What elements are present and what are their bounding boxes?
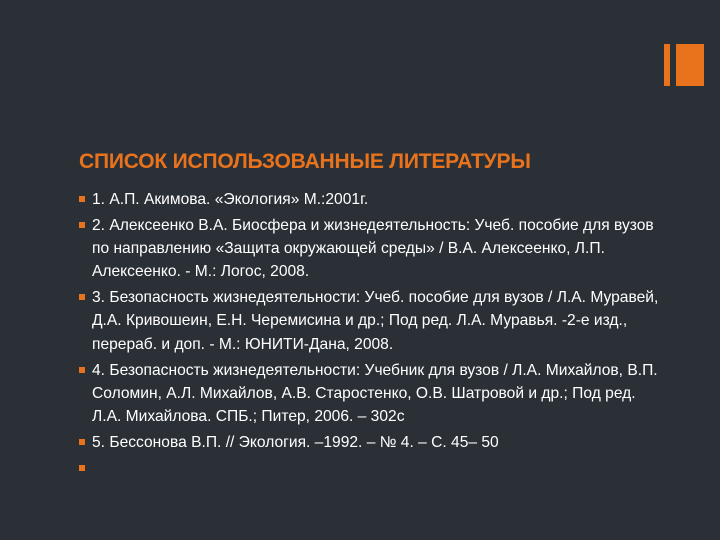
list-item-text: 2. Алексеенко В.А. Биосфера и жизнедеятельность: Учеб. пособие для вузов по направлению «Защита окружающей среды» / В.А. Алексеенко, Л.П. Алексеенко. - М.: Логос, 2008. — [92, 216, 654, 281]
bullet-marker-icon — [79, 294, 85, 300]
bullet-marker-icon — [79, 196, 85, 202]
bullet-marker-icon — [79, 222, 85, 228]
list-item-text: 5. Бессонова В.П. // Экология. –1992. – № 4. – С. 45– 50 — [92, 433, 499, 451]
slide-title: СПИСОК ИСПОЛЬЗОВАННЫЕ ЛИТЕРАТУРЫ — [79, 150, 531, 173]
bullet-marker-icon — [79, 465, 85, 471]
bullet-marker-icon — [79, 439, 85, 445]
accent-bar-thin — [664, 44, 670, 86]
list-item-text: 1. А.П. Акимова. «Экология» М.:2001г. — [92, 191, 369, 208]
list-item — [79, 214, 659, 284]
list-item — [79, 286, 659, 356]
list-item-text: 4. Безопасность жизнедеятельности: Учебник для вузов / Л.А. Михайлов, В.П. Соломин, А.Л. Михайлов, А.В. Старостенко, О.В. Шатровой и др.; Под ред. Л.А. Михайлова. СПБ.; Питер, 2006. – 302с — [92, 361, 658, 426]
accent-bar-thick — [676, 44, 704, 86]
list-item — [79, 188, 659, 211]
list-item — [79, 431, 659, 454]
bullet-marker-icon — [79, 367, 85, 373]
list-item — [79, 359, 659, 429]
reference-list — [79, 188, 659, 457]
list-item-text: 3. Безопасность жизнедеятельности: Учеб. пособие для вузов / Л.А. Муравей, Д.А. Кривошеин, Е.Н. Черемисина и др.; Под ред. Л.А. Муравья. -2-е изд., перераб. и доп. - М.: ЮНИТИ-Дана, 2008. — [92, 289, 659, 353]
